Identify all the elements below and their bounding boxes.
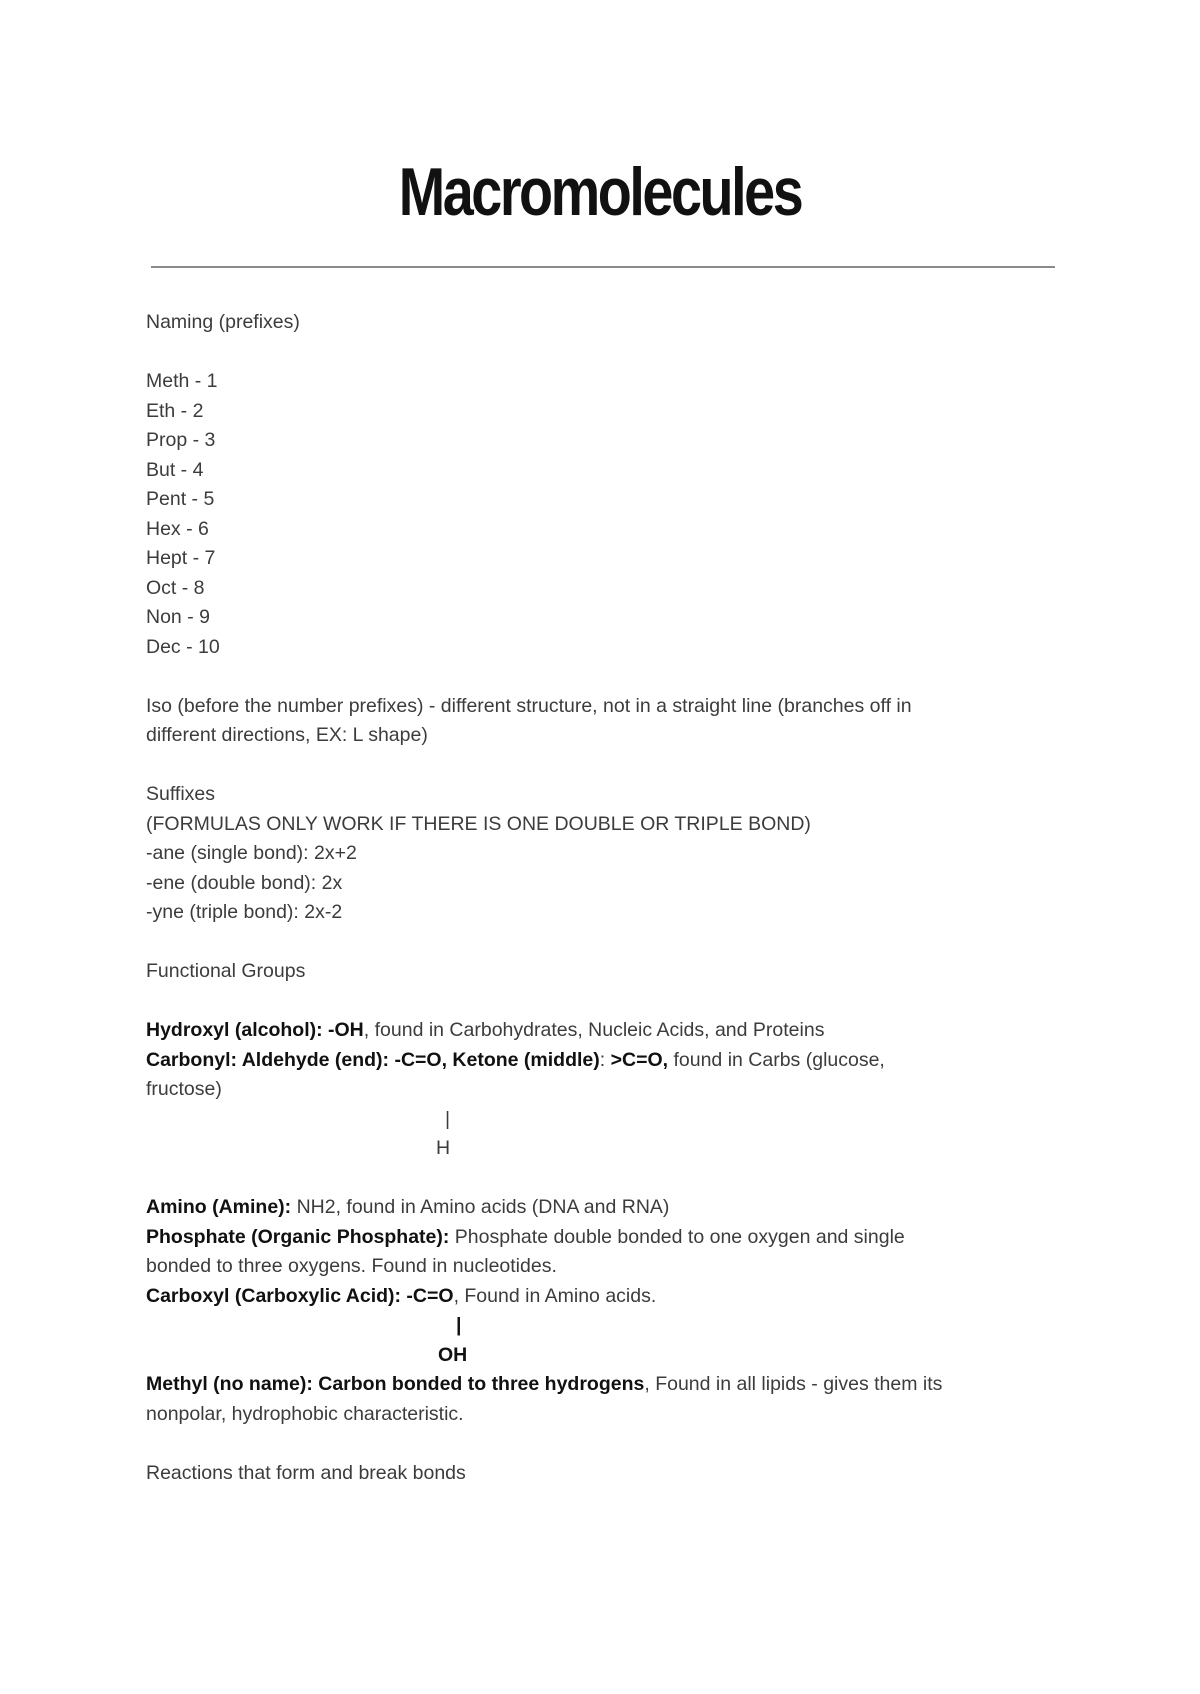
- phosphate-term: Phosphate (Organic Phosphate):: [146, 1225, 450, 1248]
- carbonyl-colon: :: [599, 1048, 611, 1071]
- carboxyl-description: , Found in Amino acids.: [453, 1284, 657, 1307]
- prefix-item: Hept - 7: [146, 547, 216, 569]
- suffixes-heading: Suffixes: [146, 783, 216, 805]
- spacer: [146, 1164, 1066, 1194]
- carboxyl-hydroxyl: OH: [438, 1343, 468, 1366]
- spacer: [146, 1429, 1066, 1459]
- phosphate-description: Phosphate double bonded to one oxygen and single: [449, 1225, 905, 1248]
- suffix-item: -ane (single bond): 2x+2: [146, 842, 357, 864]
- prefix-item: Non - 9: [146, 606, 210, 628]
- title-divider: [151, 266, 1055, 268]
- hydroxyl-term: Hydroxyl (alcohol): -OH: [146, 1019, 364, 1041]
- spacer: [146, 662, 1066, 692]
- document-body: [146, 308, 1066, 1488]
- methyl-entry: [146, 1370, 1066, 1400]
- page-title: Macromolecules: [398, 154, 802, 230]
- methyl-term: Methyl (no name): Carbon bonded to three hydrogens: [146, 1373, 645, 1395]
- prefix-item: Hex - 6: [146, 517, 209, 540]
- prefix-item: Meth - 1: [146, 370, 218, 392]
- methyl-description: , Found in all lipids - gives them its: [644, 1373, 943, 1395]
- naming-heading: Naming (prefixes): [146, 311, 300, 333]
- aldehyde-bond: |: [445, 1107, 451, 1130]
- functional-groups-heading: Functional Groups: [146, 960, 306, 982]
- ketone-formula: >C=O,: [610, 1048, 669, 1071]
- carbonyl-term: Carbonyl: Aldehyde (end): -C=O, Ketone (middle): [146, 1048, 600, 1071]
- suffixes-note: (FORMULAS ONLY WORK IF THERE IS ONE DOUBLE OR TRIPLE BOND): [146, 812, 811, 835]
- carboxyl-entry: [146, 1282, 1066, 1312]
- prefix-item: Pent - 5: [146, 488, 215, 510]
- hydroxyl-entry: [146, 1016, 1066, 1046]
- prefix-item: Dec - 10: [146, 635, 220, 658]
- carbonyl-entry-line2: fructose): [146, 1078, 222, 1100]
- phosphate-entry-line2: bonded to three oxygens. Found in nucleotides.: [146, 1255, 557, 1277]
- amino-description: NH2, found in Amino acids (DNA and RNA): [291, 1196, 670, 1218]
- hydroxyl-description: , found in Carbohydrates, Nucleic Acids, and Proteins: [363, 1019, 825, 1041]
- amino-term: Amino (Amine):: [146, 1196, 292, 1218]
- prefix-item: But - 4: [146, 458, 204, 481]
- spacer: [146, 928, 1066, 958]
- carbonyl-entry: [146, 1046, 1066, 1076]
- reactions-heading: Reactions that form and break bonds: [146, 1461, 466, 1484]
- spacer: [146, 987, 1066, 1017]
- spacer: [146, 338, 1066, 368]
- carboxyl-bond-row: [146, 1311, 1066, 1341]
- prefix-item: Prop - 3: [146, 429, 216, 451]
- methyl-entry-line2: nonpolar, hydrophobic characteristic.: [146, 1402, 464, 1425]
- aldehyde-hydrogen: H: [436, 1137, 451, 1159]
- suffix-item: -yne (triple bond): 2x-2: [146, 901, 343, 923]
- suffix-item: -ene (double bond): 2x: [146, 871, 343, 894]
- amino-entry: [146, 1193, 1066, 1223]
- iso-description-line2: different directions, EX: L shape): [146, 724, 428, 746]
- spacer: [146, 751, 1066, 781]
- prefix-item: Oct - 8: [146, 576, 205, 599]
- iso-description-line1: Iso (before the number prefixes) - different structure, not in a straight line (branches off in: [146, 694, 912, 717]
- aldehyde-hydrogen-row: [146, 1134, 1066, 1164]
- carboxyl-bond: |: [456, 1314, 462, 1336]
- carboxyl-hydroxyl-row: [146, 1341, 1066, 1371]
- phosphate-entry: [146, 1223, 1066, 1253]
- aldehyde-bond-row: [146, 1105, 1066, 1135]
- carbonyl-description: found in Carbs (glucose,: [668, 1048, 885, 1071]
- carboxyl-term: Carboxyl (Carboxylic Acid): -C=O: [146, 1284, 454, 1307]
- prefix-item: Eth - 2: [146, 399, 204, 422]
